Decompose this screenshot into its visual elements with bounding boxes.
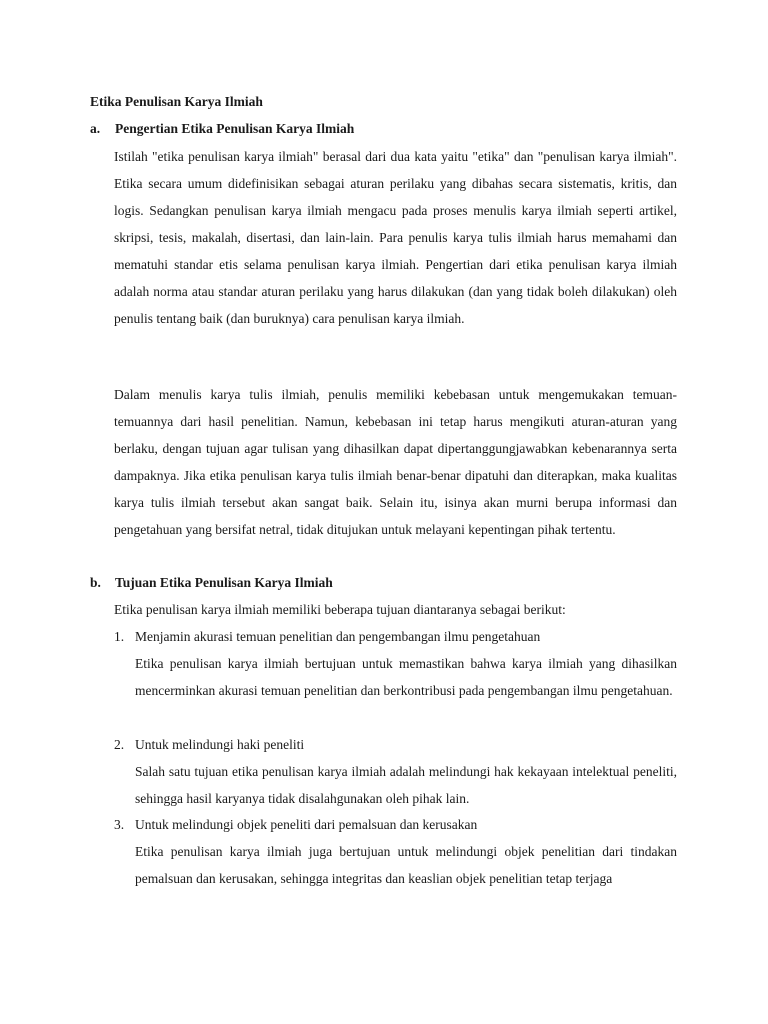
list-item-1-body: Etika penulisan karya ilmiah bertujuan untuk memastikan bahwa karya ilmiah yang dihasilkan mencerminkan akurasi temuan penelitian dan berkontribusi pada pengembangan ilmu pengetahuan. [135, 656, 677, 698]
section-b-intro: Etika penulisan karya ilmiah memiliki beberapa tujuan diantaranya sebagai berikut: [114, 602, 566, 617]
section-b-title: Tujuan Etika Penulisan Karya Ilmiah [115, 575, 333, 590]
list-item-3-body: Etika penulisan karya ilmiah juga bertujuan untuk melindungi objek penelitian dari tindakan pemalsuan dan kerusakan, sehingga integritas dan keaslian objek penelitian tetap terjaga [135, 844, 677, 886]
list-item-1-label: Menjamin akurasi temuan penelitian dan pengembangan ilmu pengetahuan [135, 629, 541, 644]
document-title: Etika Penulisan Karya Ilmiah [90, 94, 263, 109]
list-item-3-label: Untuk melindungi objek peneliti dari pemalsuan dan kerusakan [135, 817, 478, 832]
list-item-2-label: Untuk melindungi haki peneliti [135, 737, 305, 752]
list-item-2-number: 2. [114, 737, 125, 752]
list-item-2-title [114, 736, 304, 754]
section-b-heading [90, 574, 333, 592]
section-a-heading [90, 120, 354, 138]
list-item-1-title [114, 628, 540, 646]
list-item-2-body: Salah satu tujuan etika penulisan karya ilmiah adalah melindungi hak kekayaan intelektual peneliti, sehingga hasil karyanya tidak disalahgunakan oleh pihak lain. [135, 764, 677, 806]
list-item-3-title [114, 816, 477, 834]
list-item-3-number: 3. [114, 817, 125, 832]
section-a-paragraph-1: Istilah "etika penulisan karya ilmiah" berasal dari dua kata yaitu "etika" dan "penulisan karya ilmiah". Etika secara umum didefinisikan sebagai aturan perilaku yang dibahas secara sistematis, kritis, dan logis. Sedangkan penulisan karya ilmiah mengacu pada proses menulis karya ilmiah seperti artikel, skripsi, tesis, makalah, disertasi, dan lain-lain. Para penulis karya tulis ilmiah harus memahami dan mematuhi standar etis selama penulisan karya ilmiah. Pengertian dari etika penulisan karya ilmiah adalah norma atau standar aturan perilaku yang harus dilakukan (dan yang tidak boleh dilakukan) oleh penulis tentang baik (dan buruknya) cara penulisan karya ilmiah. [114, 149, 677, 326]
section-a-paragraph-2: Dalam menulis karya tulis ilmiah, penulis memiliki kebebasan untuk mengemukakan temuan-temuannya dari hasil penelitian. Namun, kebebasan ini tetap harus mengikuti aturan-aturan yang berlaku, dengan tujuan agar tulisan yang dihasilkan dapat dipertanggungjawabkan kebenarannya serta dampaknya. Jika etika penulisan karya tulis ilmiah benar-benar dipatuhi dan diterapkan, maka kualitas karya tulis ilmiah tersebut akan sangat baik. Selain itu, isinya akan murni berupa informasi dan pengetahuan yang bersifat netral, tidak ditujukan untuk melayani kepentingan pihak tertentu. [114, 387, 677, 537]
section-a-marker: a. [90, 121, 101, 136]
list-item-1-number: 1. [114, 629, 125, 644]
section-b-marker: b. [90, 575, 101, 590]
section-a-title: Pengertian Etika Penulisan Karya Ilmiah [115, 121, 355, 136]
